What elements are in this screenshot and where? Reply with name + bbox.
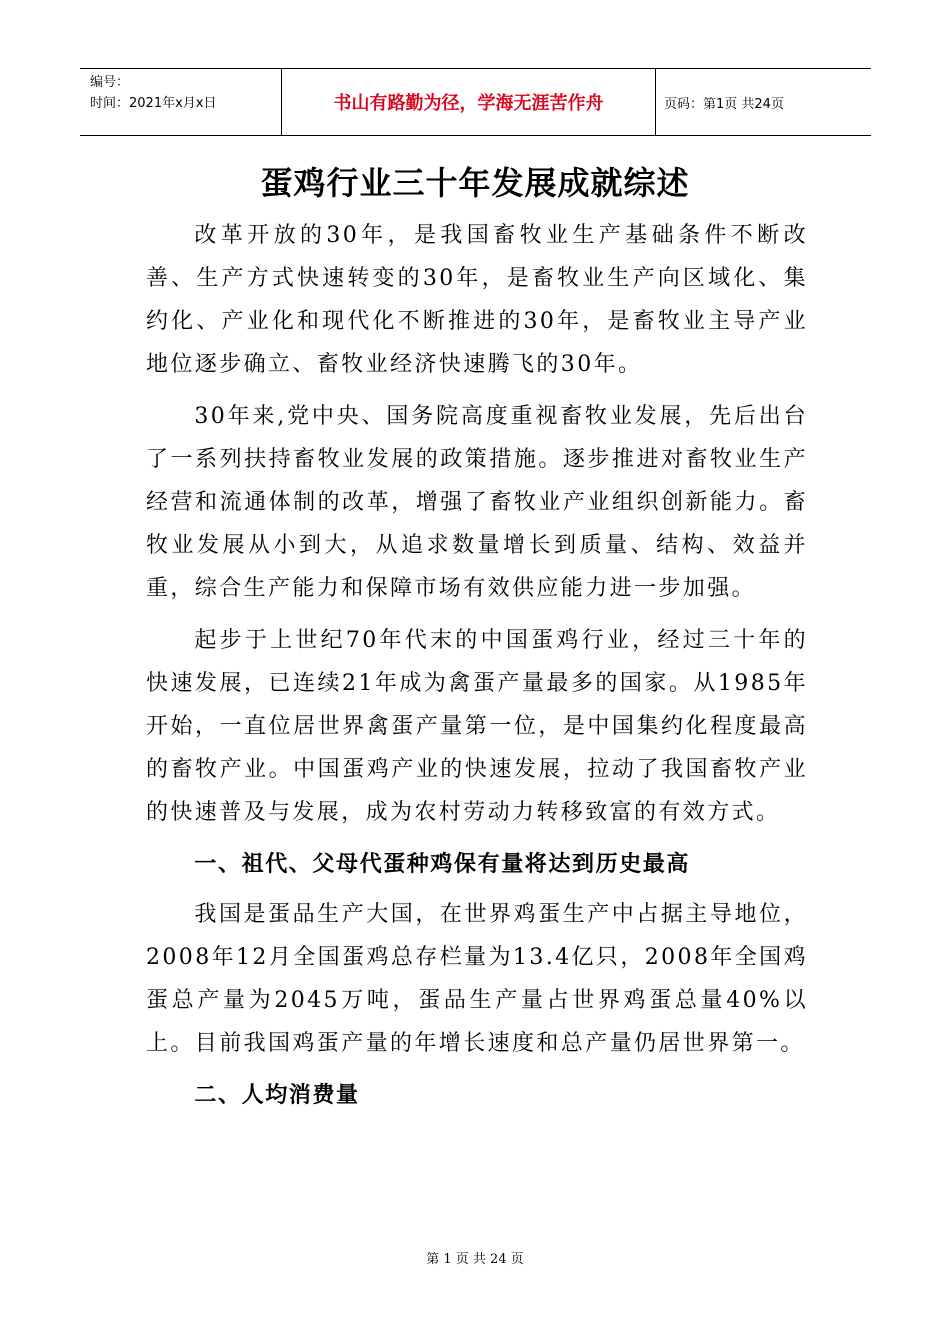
section-heading: 一、祖代、父母代蛋种鸡保有量将达到历史最高 bbox=[194, 852, 690, 877]
document-body bbox=[146, 214, 808, 1124]
document-date-label: 时间：2021年x月x日 bbox=[90, 96, 217, 111]
document-title: 蛋鸡行业三十年发展成就综述 bbox=[260, 164, 690, 202]
page-header bbox=[80, 68, 871, 136]
paragraph: 我国是蛋品生产大国，在世界鸡蛋生产中占据主导地位，2008年12月全国蛋鸡总存栏量为13.4亿只，2008年全国鸡蛋总产量为2045万吨，蛋品生产量占世界鸡蛋总量40%以上。目前我国鸡蛋产量的年增长速度和总产量仍居世界第一。 bbox=[146, 902, 808, 1056]
paragraph: 改革开放的30年，是我国畜牧业生产基础条件不断改善、生产方式快速转变的30年，是畜牧业生产向区域化、集约化、产业化和现代化不断推进的30年，是畜牧业主导产业地位逐步确立、畜牧业经济快速腾飞的30年。 bbox=[146, 223, 808, 377]
header-page-cell bbox=[656, 69, 871, 135]
header-meta-cell bbox=[80, 69, 282, 135]
header-motto-cell bbox=[282, 69, 656, 135]
document-number-label: 编号： bbox=[90, 75, 130, 90]
page-footer: 第 1 页 共 24 页 bbox=[426, 1252, 524, 1267]
section-heading: 二、人均消费量 bbox=[194, 1083, 360, 1108]
paragraph: 起步于上世纪70年代末的中国蛋鸡行业，经过三十年的快速发展，已连续21年成为禽蛋产量最多的国家。从1985年开始，一直位居世界禽蛋产量第一位，是中国集约化程度最高的畜牧产业。中国蛋鸡产业的快速发展，拉动了我国畜牧产业的快速普及与发展，成为农村劳动力转移致富的有效方式。 bbox=[146, 628, 808, 825]
paragraph: 30年来,党中央、国务院高度重视畜牧业发展，先后出台了一系列扶持畜牧业发展的政策措施。逐步推进对畜牧业生产经营和流通体制的改革，增强了畜牧业产业组织创新能力。畜牧业发展从小到大，从追求数量增长到质量、结构、效益并重，综合生产能力和保障市场有效供应能力进一步加强。 bbox=[146, 404, 808, 601]
header-motto: 书山有路勤为径，学海无涯苦作舟 bbox=[333, 93, 604, 114]
header-page-info: 页码：第1页 共24页 bbox=[664, 96, 784, 112]
